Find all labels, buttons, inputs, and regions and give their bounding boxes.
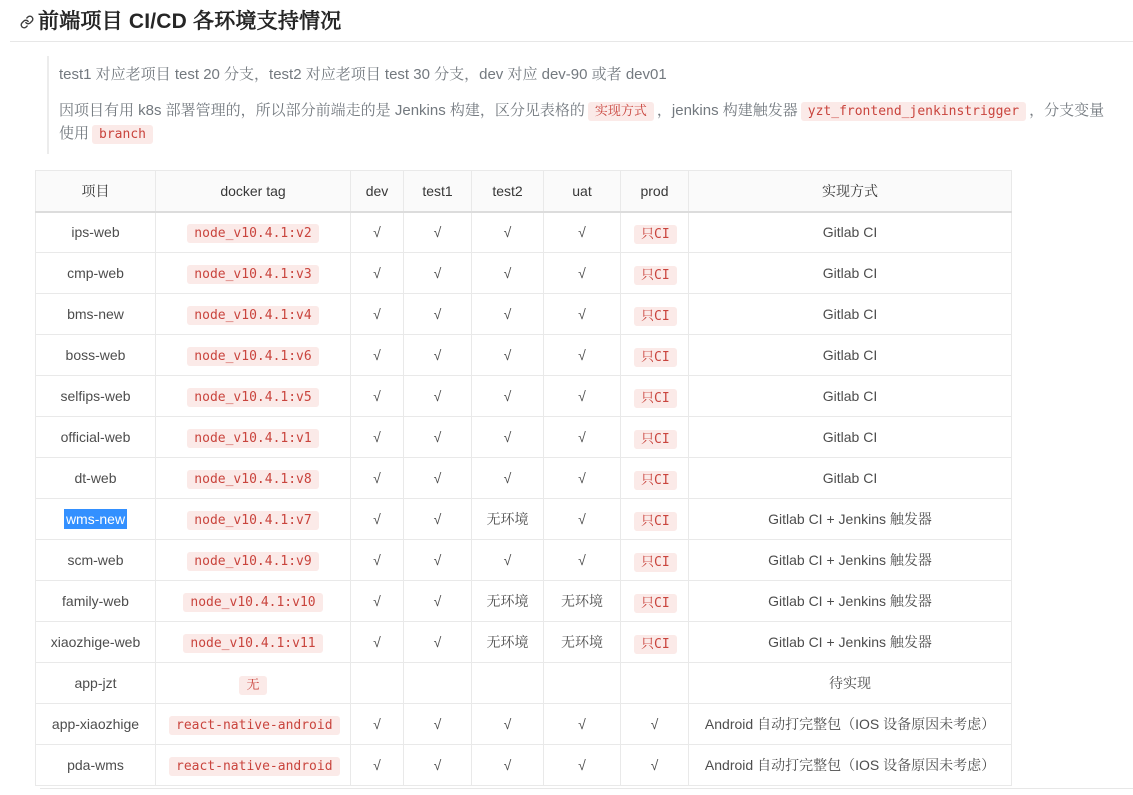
cell-impl — [689, 294, 1012, 335]
cell-text: cmp-web — [67, 265, 124, 281]
cell-test1 — [404, 417, 472, 458]
cell-docker-tag — [156, 622, 351, 663]
check-mark: √ — [433, 347, 442, 363]
check-mark: √ — [373, 470, 381, 486]
table-row — [36, 417, 1012, 458]
check-mark: √ — [503, 552, 512, 568]
cell-impl — [689, 581, 1012, 622]
cell-text: 待实现 — [829, 675, 871, 691]
code-badge: 只CI — [634, 307, 677, 326]
cell-uat — [544, 581, 621, 622]
cell-project — [36, 417, 156, 458]
table-row — [36, 253, 1012, 294]
cell-dev — [351, 458, 404, 499]
cell-text: 无环境 — [486, 511, 529, 527]
cell-impl — [689, 458, 1012, 499]
check-mark: √ — [433, 552, 442, 568]
check-mark: √ — [650, 716, 659, 732]
cell-text: Android 自动打完整包（IOS 设备原因未考虑） — [704, 716, 996, 732]
code-badge: 只CI — [634, 635, 677, 654]
code-badge: 只CI — [634, 389, 677, 408]
title-divider — [10, 41, 1133, 42]
cell-docker-tag — [156, 335, 351, 376]
cell-text: bms-new — [67, 306, 124, 322]
cell-uat — [544, 458, 621, 499]
check-mark: √ — [433, 470, 442, 486]
cell-docker-tag — [156, 581, 351, 622]
check-mark: √ — [373, 347, 381, 363]
cell-test1 — [404, 745, 472, 786]
code-badge: 只CI — [634, 594, 677, 613]
check-mark: √ — [650, 757, 659, 773]
cell-text: official-web — [60, 429, 131, 445]
cell-dev — [351, 663, 404, 704]
check-mark: √ — [578, 470, 586, 486]
code-badge: node_v10.4.1:v9 — [187, 552, 318, 571]
cell-text: selfips-web — [60, 388, 131, 404]
cell-docker-tag — [156, 540, 351, 581]
cell-project — [36, 663, 156, 704]
cell-docker-tag — [156, 294, 351, 335]
cell-docker-tag — [156, 253, 351, 294]
cell-project — [36, 376, 156, 417]
cell-text: Gitlab CI — [822, 347, 878, 363]
cell-dev — [351, 253, 404, 294]
inline-code-badge: branch — [92, 125, 153, 144]
check-mark: √ — [433, 306, 442, 322]
check-mark: √ — [578, 224, 586, 241]
check-mark: √ — [578, 511, 586, 527]
cell-uat — [544, 499, 621, 540]
cell-prod — [621, 458, 689, 499]
page-title-row — [20, 8, 1133, 36]
column-header-test1: test1 — [404, 171, 472, 212]
cell-test2 — [472, 376, 544, 417]
check-mark: √ — [578, 757, 586, 773]
cell-uat — [544, 253, 621, 294]
cell-dev — [351, 704, 404, 745]
check-mark: √ — [503, 347, 512, 363]
cell-dev — [351, 376, 404, 417]
column-header-uat: uat — [544, 171, 621, 212]
selected-text: wms-new — [65, 511, 126, 527]
cell-text: Gitlab CI — [822, 470, 878, 486]
cell-uat — [544, 745, 621, 786]
check-mark: √ — [503, 224, 512, 241]
cell-test2 — [472, 253, 544, 294]
cell-test1 — [404, 581, 472, 622]
cell-dev — [351, 540, 404, 581]
cell-docker-tag — [156, 212, 351, 253]
column-header-dev: dev — [351, 171, 404, 212]
cell-impl — [689, 540, 1012, 581]
check-mark: √ — [433, 511, 442, 527]
code-badge: 只CI — [634, 512, 677, 531]
code-badge: react-native-android — [169, 757, 340, 776]
cell-uat — [544, 376, 621, 417]
cell-text: ips-web — [71, 224, 120, 241]
cell-dev — [351, 499, 404, 540]
table-row — [36, 458, 1012, 499]
cell-text: Gitlab CI — [822, 429, 878, 445]
column-header-impl: 实现方式 — [689, 171, 1012, 212]
cell-project — [36, 622, 156, 663]
check-mark: √ — [578, 429, 586, 445]
check-mark: √ — [373, 306, 381, 322]
cell-impl — [689, 212, 1012, 253]
cell-docker-tag — [156, 417, 351, 458]
table-row — [36, 540, 1012, 581]
code-badge: node_v10.4.1:v5 — [187, 388, 318, 407]
check-mark: √ — [578, 716, 586, 732]
cell-dev — [351, 745, 404, 786]
check-mark: √ — [578, 552, 586, 568]
cell-text: Gitlab CI — [822, 306, 878, 322]
cell-prod — [621, 581, 689, 622]
cell-project — [36, 253, 156, 294]
cell-uat — [544, 622, 621, 663]
cell-project — [36, 581, 156, 622]
cell-test2 — [472, 622, 544, 663]
cell-dev — [351, 622, 404, 663]
cell-test1 — [404, 622, 472, 663]
check-mark: √ — [503, 388, 512, 404]
cell-text: Gitlab CI + Jenkins 触发器 — [768, 634, 932, 650]
cell-text: 无环境 — [561, 593, 603, 609]
check-mark: √ — [578, 347, 586, 363]
code-badge: node_v10.4.1:v2 — [187, 224, 318, 243]
cell-prod — [621, 253, 689, 294]
cell-uat — [544, 335, 621, 376]
check-mark: √ — [433, 265, 442, 281]
cell-project — [36, 458, 156, 499]
cell-dev — [351, 294, 404, 335]
check-mark: √ — [373, 552, 381, 568]
cell-impl — [689, 376, 1012, 417]
cell-test2 — [472, 745, 544, 786]
code-badge: node_v10.4.1:v3 — [187, 265, 318, 284]
column-header-docker-tag: docker tag — [156, 171, 351, 212]
cell-uat — [544, 663, 621, 704]
document — [0, 8, 1133, 789]
inline-code-badge: yzt_frontend_jenkinstrigger — [801, 102, 1026, 121]
cell-prod — [621, 499, 689, 540]
table-row — [36, 663, 1012, 704]
env-support-table — [35, 170, 1012, 786]
code-badge: react-native-android — [169, 716, 340, 735]
cell-test1 — [404, 253, 472, 294]
cell-text: Gitlab CI — [822, 388, 878, 404]
cell-test2 — [472, 212, 544, 253]
cell-prod — [621, 704, 689, 745]
check-mark: √ — [373, 224, 381, 241]
anchor-link-icon[interactable] — [20, 15, 34, 29]
cell-docker-tag — [156, 499, 351, 540]
cell-text: pda-wms — [67, 757, 124, 773]
cell-uat — [544, 704, 621, 745]
cell-test1 — [404, 499, 472, 540]
cell-text: 无环境 — [561, 634, 603, 650]
note-line-1: test1 对应老项目 test 20 分支，test2 对应老项目 test 30 分支，dev 对应 dev-90 或者 dev01 — [59, 66, 667, 83]
check-mark: √ — [578, 306, 586, 322]
code-badge: node_v10.4.1:v6 — [187, 347, 318, 366]
check-mark: √ — [373, 716, 381, 732]
cell-test1 — [404, 335, 472, 376]
cell-project — [36, 540, 156, 581]
cell-test1 — [404, 458, 472, 499]
code-badge: 只CI — [634, 471, 677, 490]
cell-test2 — [472, 581, 544, 622]
table-row — [36, 622, 1012, 663]
cell-impl — [689, 745, 1012, 786]
table-row — [36, 499, 1012, 540]
check-mark: √ — [503, 429, 512, 445]
cell-test2 — [472, 540, 544, 581]
cell-impl — [689, 663, 1012, 704]
cell-test1 — [404, 212, 472, 253]
cell-text: Gitlab CI — [822, 224, 878, 241]
cell-text: boss-web — [65, 347, 126, 363]
cell-prod — [621, 622, 689, 663]
check-mark: √ — [433, 634, 442, 650]
check-mark: √ — [373, 757, 381, 773]
column-header-project: 项目 — [36, 171, 156, 212]
table-row — [36, 745, 1012, 786]
cell-project — [36, 499, 156, 540]
cell-text: Android 自动打完整包（IOS 设备原因未考虑） — [704, 757, 996, 773]
cell-project — [36, 294, 156, 335]
code-badge: 只CI — [634, 225, 677, 244]
code-badge: node_v10.4.1:v7 — [187, 511, 318, 530]
cell-uat — [544, 212, 621, 253]
cell-text: 无环境 — [486, 634, 529, 650]
table-row — [36, 294, 1012, 335]
code-badge: 只CI — [634, 348, 677, 367]
cell-impl — [689, 335, 1012, 376]
cell-test2 — [472, 499, 544, 540]
cell-project — [36, 704, 156, 745]
cell-dev — [351, 212, 404, 253]
cell-text: dt-web — [74, 470, 117, 486]
cell-text: 无环境 — [486, 593, 529, 609]
table-row — [36, 335, 1012, 376]
code-badge: node_v10.4.1:v11 — [183, 634, 322, 653]
check-mark: √ — [373, 634, 381, 650]
cell-dev — [351, 335, 404, 376]
code-badge: 只CI — [634, 553, 677, 572]
code-badge: 无 — [239, 676, 266, 695]
cell-docker-tag — [156, 376, 351, 417]
column-header-prod: prod — [621, 171, 689, 212]
cell-test2 — [472, 294, 544, 335]
cell-text: app-jzt — [74, 675, 117, 691]
cell-docker-tag — [156, 458, 351, 499]
inline-code-badge: 实现方式 — [588, 102, 654, 121]
code-badge: node_v10.4.1:v4 — [187, 306, 318, 325]
check-mark: √ — [503, 470, 512, 486]
cell-prod — [621, 212, 689, 253]
cell-project — [36, 745, 156, 786]
table-row — [36, 376, 1012, 417]
cell-test1 — [404, 704, 472, 745]
cell-dev — [351, 417, 404, 458]
check-mark: √ — [578, 265, 586, 281]
cell-impl — [689, 704, 1012, 745]
cell-test1 — [404, 376, 472, 417]
cell-impl — [689, 622, 1012, 663]
cell-text: family-web — [62, 593, 129, 609]
cell-test2 — [472, 663, 544, 704]
check-mark: √ — [373, 429, 381, 445]
check-mark: √ — [503, 757, 512, 773]
cell-dev — [351, 581, 404, 622]
check-mark: √ — [433, 388, 442, 404]
column-header-test2: test2 — [472, 171, 544, 212]
cell-docker-tag — [156, 745, 351, 786]
page-title: 前端项目 CI/CD 各环境支持情况 — [38, 10, 342, 33]
code-badge: node_v10.4.1:v1 — [187, 429, 318, 448]
cell-test1 — [404, 294, 472, 335]
code-badge: node_v10.4.1:v8 — [187, 470, 318, 489]
cell-prod — [621, 294, 689, 335]
cell-text: Gitlab CI + Jenkins 触发器 — [768, 511, 932, 527]
cell-text: xiaozhige-web — [50, 634, 141, 650]
cell-test1 — [404, 540, 472, 581]
cell-test2 — [472, 458, 544, 499]
check-mark: √ — [373, 265, 381, 281]
check-mark: √ — [373, 593, 381, 609]
cell-project — [36, 335, 156, 376]
cell-docker-tag — [156, 704, 351, 745]
cell-prod — [621, 745, 689, 786]
cell-project — [36, 212, 156, 253]
cell-text: scm-web — [67, 552, 124, 568]
table-row — [36, 581, 1012, 622]
check-mark: √ — [503, 265, 512, 281]
bottom-divider — [40, 788, 1133, 789]
notes-blockquote — [47, 56, 1113, 154]
cell-prod — [621, 540, 689, 581]
cell-impl — [689, 253, 1012, 294]
cell-prod — [621, 417, 689, 458]
cell-uat — [544, 540, 621, 581]
cell-test2 — [472, 335, 544, 376]
check-mark: √ — [433, 593, 442, 609]
cell-text: Gitlab CI + Jenkins 触发器 — [768, 552, 932, 568]
cell-impl — [689, 417, 1012, 458]
check-mark: √ — [578, 388, 586, 404]
cell-prod — [621, 335, 689, 376]
check-mark: √ — [433, 757, 442, 773]
table-row — [36, 212, 1012, 253]
note-line-2: 因项目有用 k8s 部署管理的，所以部分前端走的是 Jenkins 构建，区分见表格的 实现方式 ，jenkins 构建触发器 yzt_frontend_jenkinstrigger ，分支变量使用 branch — [59, 102, 1105, 142]
cell-impl — [689, 499, 1012, 540]
check-mark: √ — [433, 429, 442, 445]
cell-test1 — [404, 663, 472, 704]
table-row — [36, 704, 1012, 745]
check-mark: √ — [503, 716, 512, 732]
code-badge: 只CI — [634, 430, 677, 449]
check-mark: √ — [503, 306, 512, 322]
cell-docker-tag — [156, 663, 351, 704]
code-badge: node_v10.4.1:v10 — [183, 593, 322, 612]
cell-uat — [544, 417, 621, 458]
cell-test2 — [472, 417, 544, 458]
cell-text: app-xiaozhige — [51, 716, 140, 732]
check-mark: √ — [373, 388, 381, 404]
cell-test2 — [472, 704, 544, 745]
cell-prod — [621, 663, 689, 704]
cell-text: Gitlab CI + Jenkins 触发器 — [768, 593, 932, 609]
cell-prod — [621, 376, 689, 417]
table-header-row — [36, 171, 1012, 212]
check-mark: √ — [433, 716, 442, 732]
check-mark: √ — [373, 511, 381, 527]
cell-uat — [544, 294, 621, 335]
check-mark: √ — [433, 224, 442, 241]
code-badge: 只CI — [634, 266, 677, 285]
cell-text: Gitlab CI — [822, 265, 878, 281]
